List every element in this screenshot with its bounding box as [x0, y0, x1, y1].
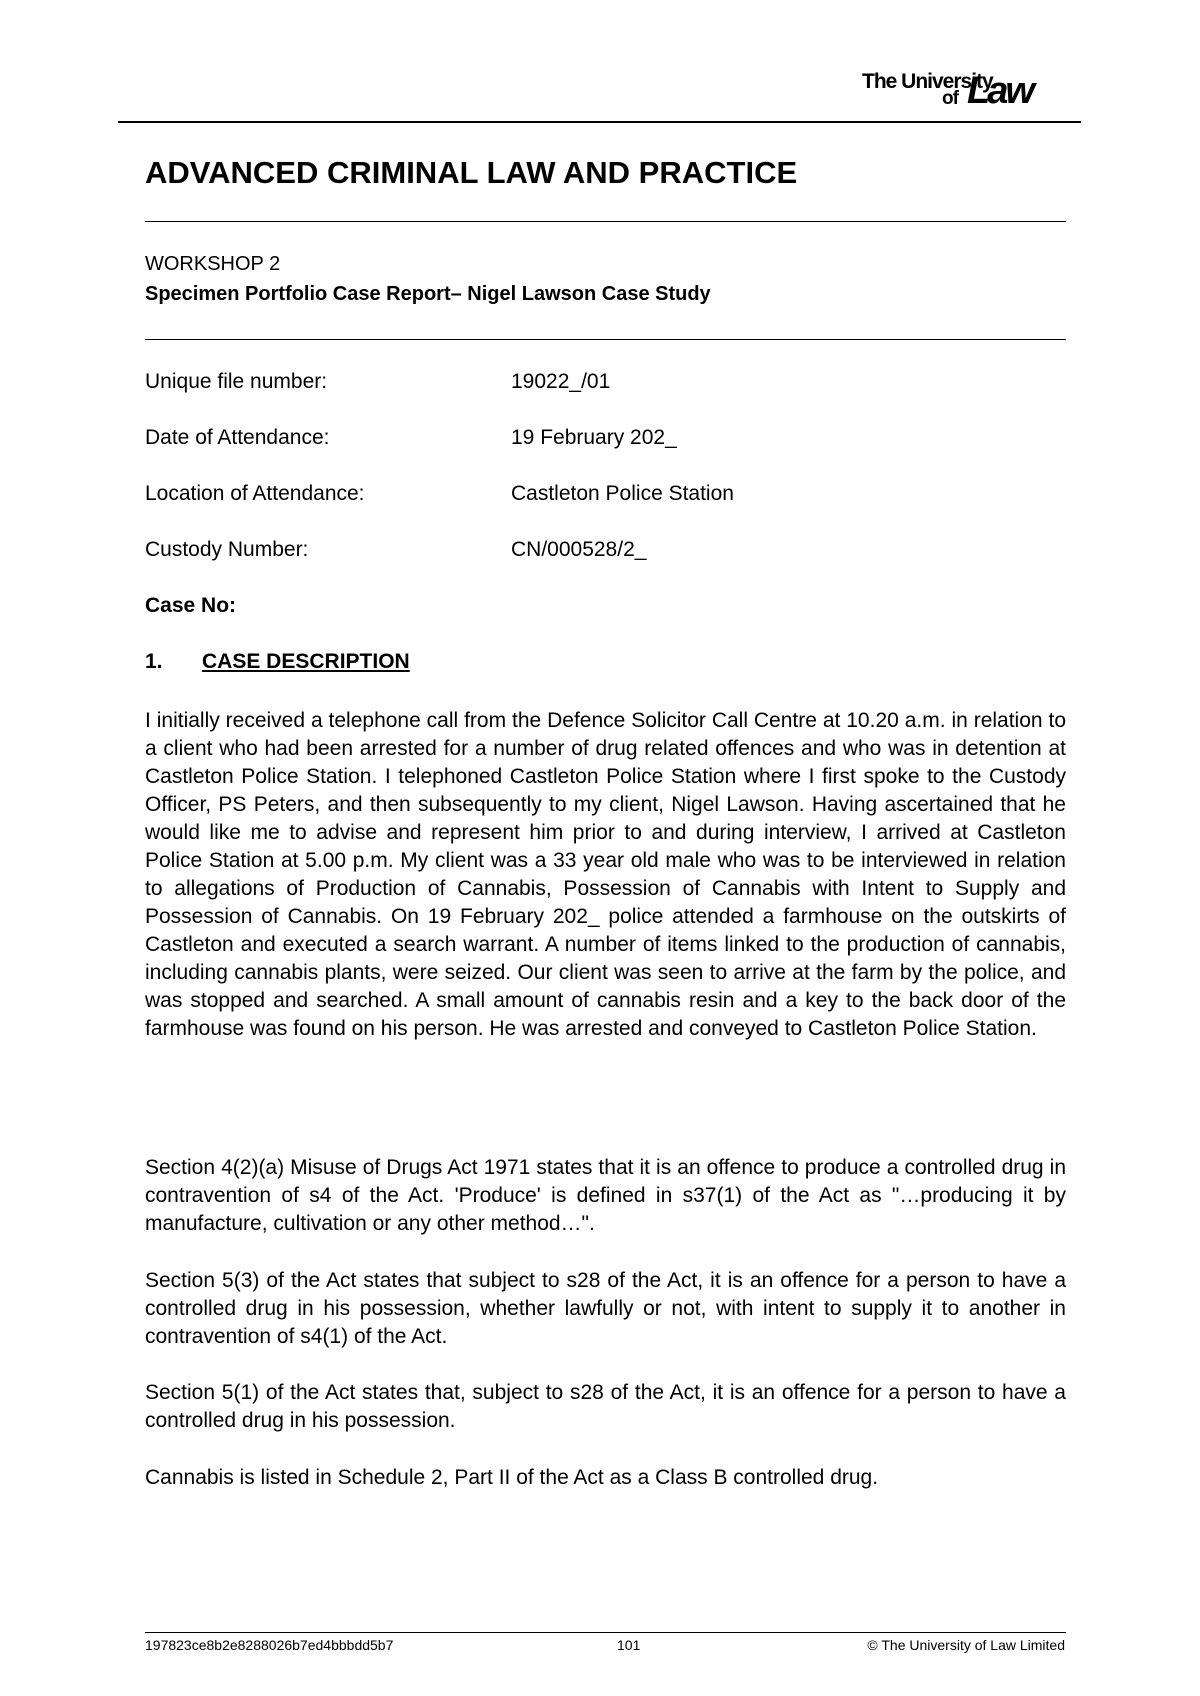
footer-page-number: 101	[617, 1637, 641, 1653]
field-value: 19 February 202_	[511, 426, 677, 449]
footer-document-id: 197823ce8b2e8288026b7ed4bbbdd5b7	[145, 1637, 394, 1653]
workshop-heading: WORKSHOP 2	[145, 253, 281, 275]
section-title: CASE DESCRIPTION	[202, 650, 410, 673]
field-value: 19022_/01	[511, 370, 611, 393]
case-number-label: Case No:	[145, 594, 237, 617]
subtitle-divider	[145, 339, 1066, 340]
logo-text-law: Law	[967, 70, 1032, 112]
university-logo	[862, 70, 1072, 110]
body-paragraph: Section 5(1) of the Act states that, subject to s28 of the Act, it is an offence for a person to have a controlled drug in his possession.	[145, 1381, 1066, 1432]
body-paragraph: I initially received a telephone call from the Defence Solicitor Call Centre at 10.20 a.m. in relation to a client who had been arrested for a number of drug related offences and who was in detention at Castleton Police Station. I telephoned Castleton Police Station where I first spoke to the Custody Officer, PS Peters, and then subsequently to my client, Nigel Lawson. Having ascertained that he would like me to advise and represent him prior to and during interview, I arrived at Castleton Police Station at 5.00 p.m. My client was a 33 year old male who was to be interviewed in relation to allegations of Production of Cannabis, Possession of Cannabis with Intent to Supply and Possession of Cannabis. On 19 February 202_ police attended a farmhouse on the outskirts of Castleton and executed a search warrant. A number of items linked to the production of cannabis, including cannabis plants, were seized. Our client was seen to arrive at the farm by the police, and was stopped and searched. A small amount of cannabis resin and a key to the back door of the farmhouse was found on his person. He was arrested and conveyed to Castleton Police Station.	[145, 709, 1066, 1040]
logo-text-of: of	[942, 88, 958, 109]
body-paragraph: Section 4(2)(a) Misuse of Drugs Act 1971 states that it is an offence to produce a controlled drug in contravention of s4 of the Act. 'Produce' is defined in s37(1) of the Act as "…producing it by manufacture, cultivation or any other method…".	[145, 1156, 1066, 1235]
field-value: Castleton Police Station	[511, 482, 734, 505]
field-label: Location of Attendance:	[145, 482, 365, 505]
header-divider	[118, 121, 1081, 123]
section-number: 1.	[145, 650, 163, 673]
footer-copyright: © The University of Law Limited	[867, 1637, 1065, 1653]
field-label: Unique file number:	[145, 370, 328, 393]
field-value: CN/000528/2_	[511, 538, 647, 561]
field-label: Date of Attendance:	[145, 426, 330, 449]
footer-divider	[145, 1632, 1066, 1633]
document-subtitle: Specimen Portfolio Case Report– Nigel Lawson Case Study	[145, 283, 711, 305]
document-title: ADVANCED CRIMINAL LAW AND PRACTICE	[145, 155, 798, 190]
title-divider	[145, 221, 1066, 222]
field-label: Custody Number:	[145, 538, 309, 561]
body-paragraph: Cannabis is listed in Schedule 2, Part II of the Act as a Class B controlled drug.	[145, 1466, 879, 1489]
body-paragraph: Section 5(3) of the Act states that subject to s28 of the Act, it is an offence for a person to have a controlled drug in his possession, whether lawfully or not, with intent to supply it to another in contravention of s4(1) of the Act.	[145, 1269, 1066, 1348]
logo-text-the-university: The University	[862, 70, 993, 93]
